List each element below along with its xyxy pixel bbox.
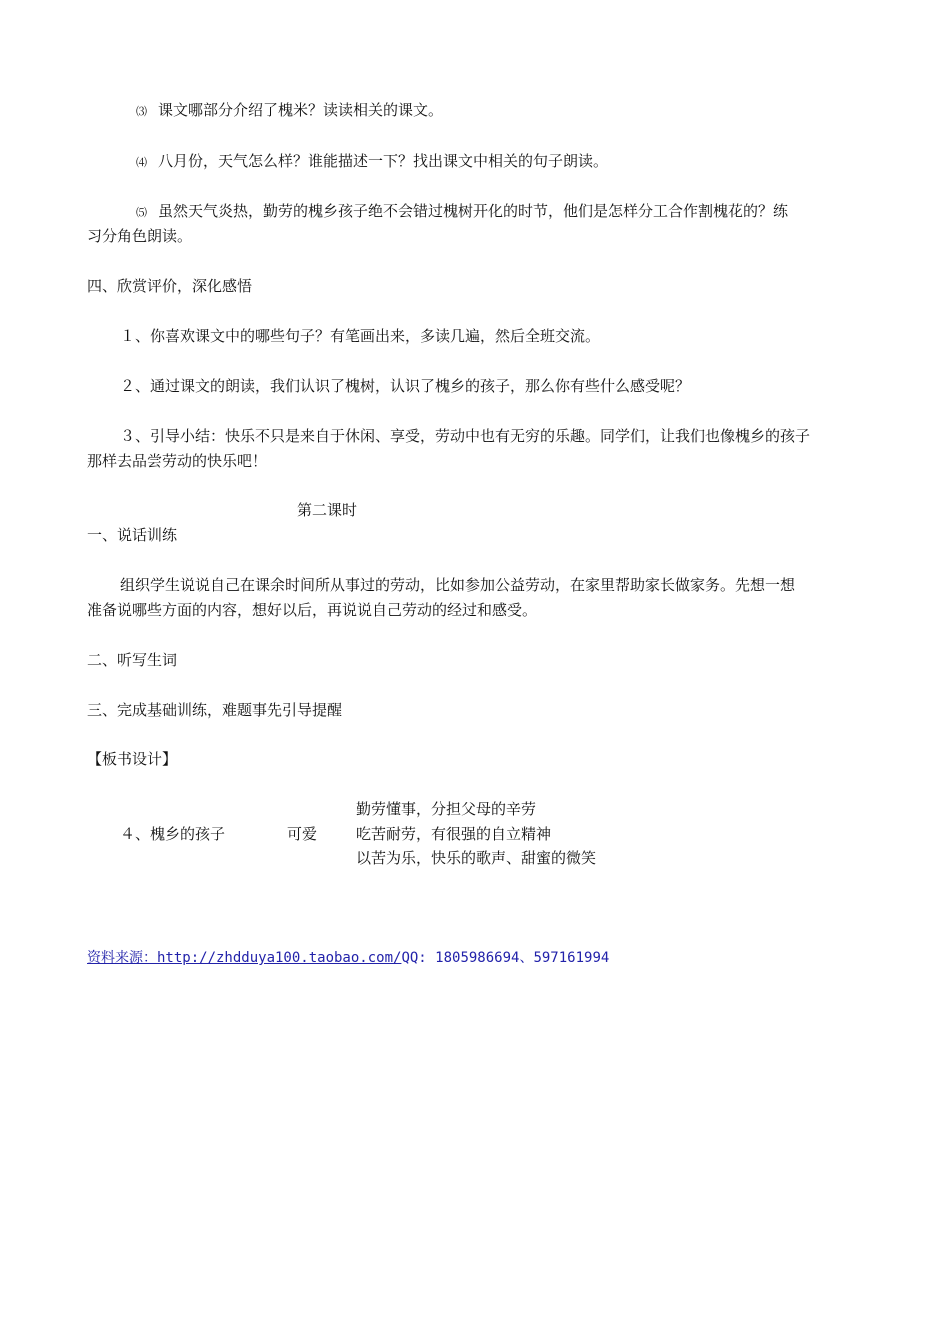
question-3 — [136, 99, 443, 123]
source-url: http://zhdduya100.taobao.com/ — [157, 950, 402, 966]
source-footer — [87, 946, 609, 969]
question-4-number: ⑷ — [136, 156, 147, 169]
board-design-heading: 【板书设计】 — [87, 750, 178, 768]
lesson-2-paragraph: 组织学生说说自己在课余时间所从事过的劳动，比如参加公益劳动，在家里帮助家长做家务。先想一想 — [120, 576, 796, 594]
source-link[interactable] — [87, 950, 401, 966]
board-point-3: 以苦为乐，快乐的歌声、甜蜜的微笑 — [356, 849, 597, 867]
section-4-item-1: １、你喜欢课文中的哪些句子？有笔画出来，多读几遍，然后全班交流。 — [120, 327, 601, 345]
question-4-text: 八月份，天气怎么样？谁能描述一下？找出课文中相关的句子朗读。 — [158, 152, 609, 170]
source-label: 资料来源： — [87, 950, 157, 966]
question-5 — [136, 200, 788, 224]
question-5-continued: 习分角色朗读。 — [87, 227, 193, 245]
lesson-2-heading-2: 二、听写生词 — [87, 651, 178, 669]
board-point-1: 勤劳懂事，分担父母的辛劳 — [356, 800, 537, 818]
question-5-text: 虽然天气炎热，勤劳的槐乡孩子绝不会错过槐树开化的时节，他们是怎样分工合作割槐花的？练 — [158, 202, 789, 220]
section-4-heading: 四、欣赏评价，深化感悟 — [87, 277, 253, 295]
question-3-text: 课文哪部分介绍了槐米？读读相关的课文。 — [158, 101, 444, 119]
board-title: ４、槐乡的孩子 — [120, 825, 226, 843]
section-4-item-2: ２、通过课文的朗读，我们认识了槐树，认识了槐乡的孩子，那么你有些什么感受呢？ — [120, 377, 691, 395]
lesson-2-heading-1: 一、说话训练 — [87, 526, 178, 544]
lesson-2-paragraph-continued: 准备说哪些方面的内容，想好以后，再说说自己劳动的经过和感受。 — [87, 601, 538, 619]
qq-contact: QQ: 1805986694、597161994 — [401, 950, 610, 966]
section-4-item-3: ３、引导小结：快乐不只是来自于休闲、享受，劳动中也有无穷的乐趣。同学们，让我们也像槐乡的孩子 — [120, 427, 811, 445]
question-4 — [136, 150, 608, 174]
board-point-2: 吃苦耐劳，有很强的自立精神 — [356, 825, 552, 843]
lesson-2-title: 第二课时 — [297, 501, 358, 519]
section-4-item-3-continued: 那样去品尝劳动的快乐吧！ — [87, 452, 268, 470]
lesson-2-heading-3: 三、完成基础训练，难题事先引导提醒 — [87, 701, 343, 719]
question-3-number: ⑶ — [136, 105, 147, 118]
board-middle: 可爱 — [287, 825, 318, 843]
question-5-number: ⑸ — [136, 206, 147, 219]
